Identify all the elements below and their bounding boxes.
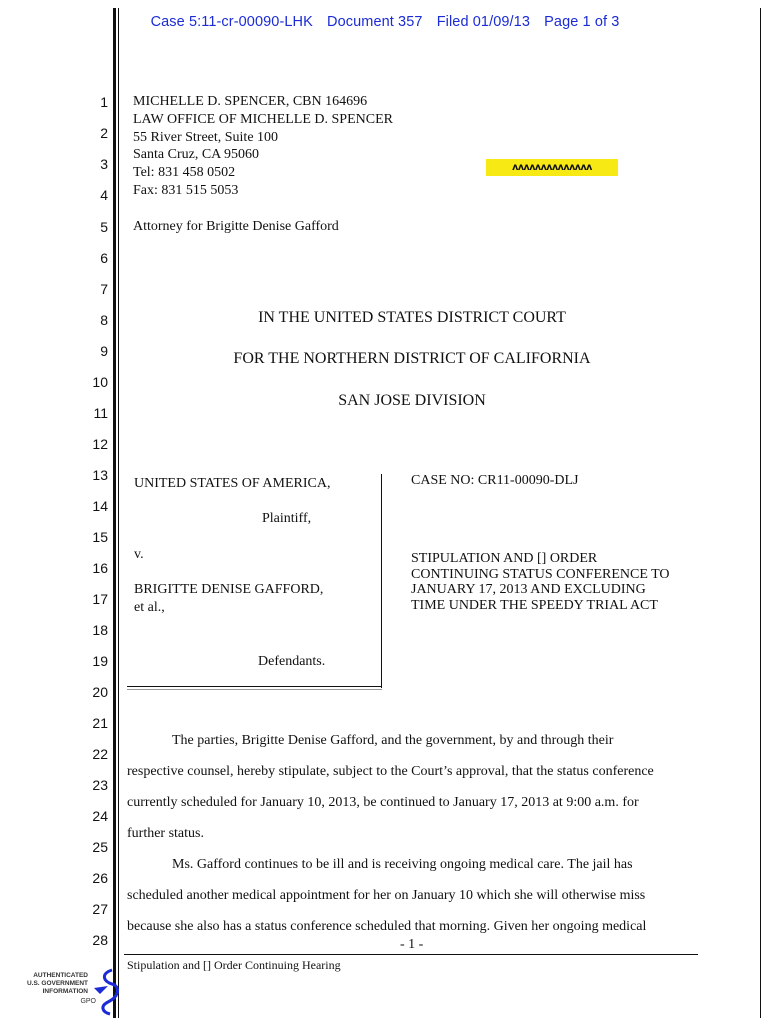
- line-number: 3: [100, 156, 108, 172]
- court-name: IN THE UNITED STATES DISTRICT COURT: [258, 309, 566, 326]
- document-title: [411, 551, 670, 613]
- line-number: 28: [92, 932, 108, 948]
- line-number: 10: [92, 374, 108, 390]
- caption-horizontal-rule-shadow: [127, 689, 382, 690]
- document-title-line: TIME UNDER THE SPEEDY TRIAL ACT: [411, 597, 658, 613]
- line-number: 2: [100, 125, 108, 141]
- gpo-authentication-seal: [8, 968, 128, 1016]
- header-page-count: Page 1 of 3: [544, 14, 620, 30]
- body-line: Ms. Gafford continues to be ill and is receiving ongoing medical care. The jail has: [172, 857, 633, 872]
- attorney-city: Santa Cruz, CA 95060: [133, 147, 259, 163]
- versus-label: v.: [134, 547, 144, 562]
- plaintiff-role: Plaintiff,: [262, 511, 312, 526]
- gpo-text-line: GPO: [80, 998, 96, 1005]
- line-number: 13: [92, 467, 108, 483]
- header-filed-date: Filed 01/09/13: [436, 14, 530, 30]
- line-number: 18: [92, 622, 108, 638]
- body-line: further status.: [127, 826, 204, 841]
- line-number: 5: [100, 219, 108, 235]
- line-number: 19: [92, 653, 108, 669]
- attorney-for: Attorney for Brigitte Denise Gafford: [133, 219, 339, 234]
- caption-vertical-rule: [381, 474, 382, 688]
- header-case-number: Case 5:11-cr-00090-LHK: [150, 14, 313, 30]
- line-number: 11: [93, 405, 108, 421]
- line-number: 4: [100, 187, 108, 203]
- line-number: 26: [92, 870, 108, 886]
- line-number: 9: [100, 343, 108, 359]
- gpo-text-line: INFORMATION: [42, 988, 88, 995]
- court-division: SAN JOSE DIVISION: [338, 392, 486, 409]
- gpo-eagle-icon: [90, 968, 124, 1016]
- defendant-name: BRIGITTE DENISE GAFFORD,: [134, 582, 324, 597]
- court-district: FOR THE NORTHERN DISTRICT OF CALIFORNIA: [233, 350, 591, 367]
- line-number: 23: [92, 777, 108, 793]
- line-number: 21: [92, 715, 108, 731]
- footer-caption: Stipulation and [] Order Continuing Hearing: [127, 958, 341, 972]
- attorney-fax: Fax: 831 515 5053: [133, 182, 239, 198]
- highlighted-stamp: ᴧᴧᴧᴧᴧᴧᴧᴧᴧᴧᴧᴧᴧᴧ: [486, 159, 618, 176]
- line-number: 17: [92, 591, 108, 607]
- line-number: 7: [100, 281, 108, 297]
- gpo-text-line: U.S. GOVERNMENT: [26, 980, 88, 987]
- document-title-line: STIPULATION AND [] ORDER: [411, 551, 598, 566]
- page-number: - 1 -: [400, 937, 424, 952]
- line-number: 14: [92, 498, 108, 514]
- defendant-role: Defendants.: [258, 654, 326, 669]
- line-number: 6: [100, 250, 108, 266]
- line-number: 20: [92, 684, 108, 700]
- defendant-et-al: et al.,: [134, 600, 165, 615]
- gpo-text-line: AUTHENTICATED: [33, 972, 88, 979]
- line-number: 12: [92, 436, 108, 452]
- line-number: 1: [100, 94, 108, 110]
- line-number: 8: [100, 312, 108, 328]
- attorney-block: [133, 93, 393, 200]
- line-number: 25: [92, 839, 108, 855]
- footer-rule: [124, 954, 698, 955]
- document-title-line: JANUARY 17, 2013 AND EXCLUDING: [411, 582, 646, 597]
- case-number: CASE NO: CR11-00090-DLJ: [411, 473, 579, 488]
- body-line: scheduled another medical appointment for her on January 10 which she will otherwise miss: [127, 888, 646, 903]
- plaintiff-name: UNITED STATES OF AMERICA,: [134, 476, 331, 491]
- body-line: currently scheduled for January 10, 2013, be continued to January 17, 2013 at 9:00 a.m. for: [127, 795, 639, 810]
- attorney-street: 55 River Street, Suite 100: [133, 129, 279, 145]
- attorney-phone: Tel: 831 458 0502: [133, 165, 236, 181]
- line-number: 22: [92, 746, 108, 762]
- document-title-line: CONTINUING STATUS CONFERENCE TO: [411, 566, 670, 582]
- header-document-number: Document 357: [327, 14, 423, 30]
- body-line: respective counsel, hereby stipulate, subject to the Court’s approval, that the status conference: [127, 764, 654, 779]
- line-number: 15: [92, 529, 108, 545]
- line-number: 24: [92, 808, 108, 824]
- line-number: 27: [92, 901, 108, 917]
- right-margin-rule: [760, 8, 761, 1018]
- attorney-name: MICHELLE D. SPENCER, CBN 164696: [133, 94, 368, 109]
- line-number: 16: [92, 560, 108, 576]
- attorney-firm: LAW OFFICE OF MICHELLE D. SPENCER: [133, 111, 393, 127]
- caption-horizontal-rule: [127, 686, 382, 687]
- body-line: because she also has a status conference scheduled that morning. Given her ongoing medical: [127, 919, 647, 934]
- left-margin-rule-inner: [118, 8, 119, 1018]
- body-line: The parties, Brigitte Denise Gafford, and the government, by and through their: [172, 733, 614, 748]
- left-margin-rule: [113, 8, 116, 1018]
